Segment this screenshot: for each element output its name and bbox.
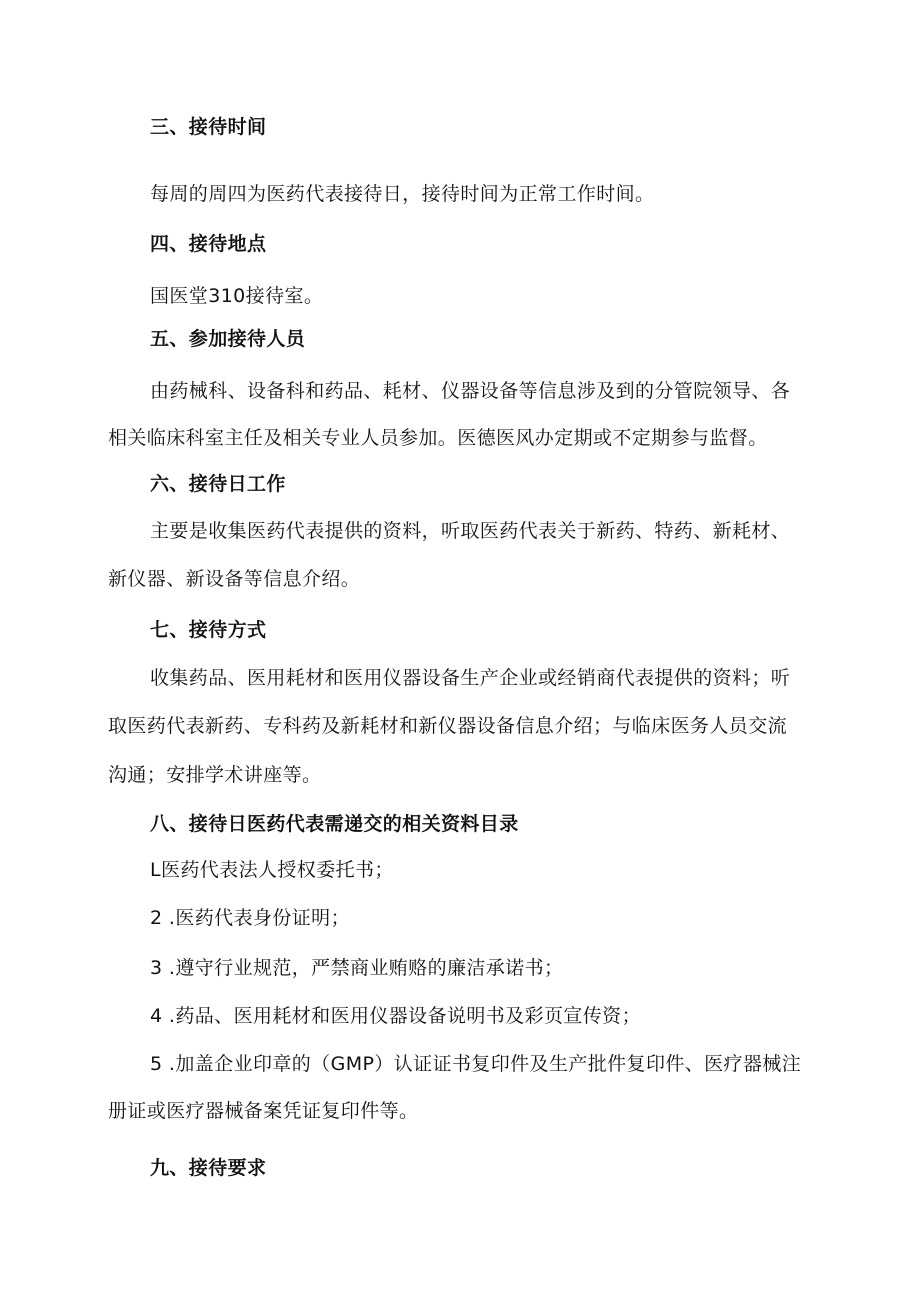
section-heading-reception-requirements: 九、接待要求 [150,1157,267,1179]
section-heading-reception-work: 六、接待日工作 [150,473,286,495]
paragraph-reception-work-line2: 新仪器、新设备等信息介绍。 [108,568,361,590]
paragraph-reception-method-line2: 取医药代表新药、专科药及新耗材和新仪器设备信息介绍；与临床医务人员交流 [108,715,788,737]
list-item-continuation: 册证或医疗器械备案凭证复印件等。 [108,1100,419,1122]
section-heading-reception-method: 七、接待方式 [150,619,267,641]
paragraph-reception-method-line1: 收集药品、医用耗材和医用仪器设备生产企业或经销商代表提供的资料；听 [150,667,791,689]
list-item: 3 .遵守行业规范，严禁商业贿赂的廉洁承诺书； [150,957,564,979]
paragraph-reception-method-line3: 沟通；安排学术讲座等。 [108,764,322,786]
paragraph-reception-location: 国医堂310接待室。 [150,285,324,307]
list-item: 5 .加盖企业印章的（GMP）认证证书复印件及生产批件复印件、医疗器械注 [150,1053,802,1075]
paragraph-reception-staff-line1: 由药械科、设备科和药品、耗材、仪器设备等信息涉及到的分管院领导、各 [150,380,791,402]
list-item: L医药代表法人授权委托书； [150,859,394,881]
list-item: 4 .药品、医用耗材和医用仪器设备说明书及彩页宣传资； [150,1005,641,1027]
list-item: 2 .医药代表身份证明； [150,907,350,929]
paragraph-reception-work-line1: 主要是收集医药代表提供的资料，听取医药代表关于新药、特药、新耗材、 [150,520,791,542]
paragraph-reception-staff-line2: 相关临床科室主任及相关专业人员参加。医德医风办定期或不定期参与监督。 [108,427,768,449]
paragraph-reception-time: 每周的周四为医药代表接待日，接待时间为正常工作时间。 [150,183,655,205]
section-heading-reception-staff: 五、参加接待人员 [150,328,306,350]
section-heading-reception-time: 三、接待时间 [150,116,267,138]
section-heading-reception-location: 四、接待地点 [150,233,267,255]
section-heading-documents-list: 八、接待日医药代表需递交的相关资料目录 [150,813,519,835]
